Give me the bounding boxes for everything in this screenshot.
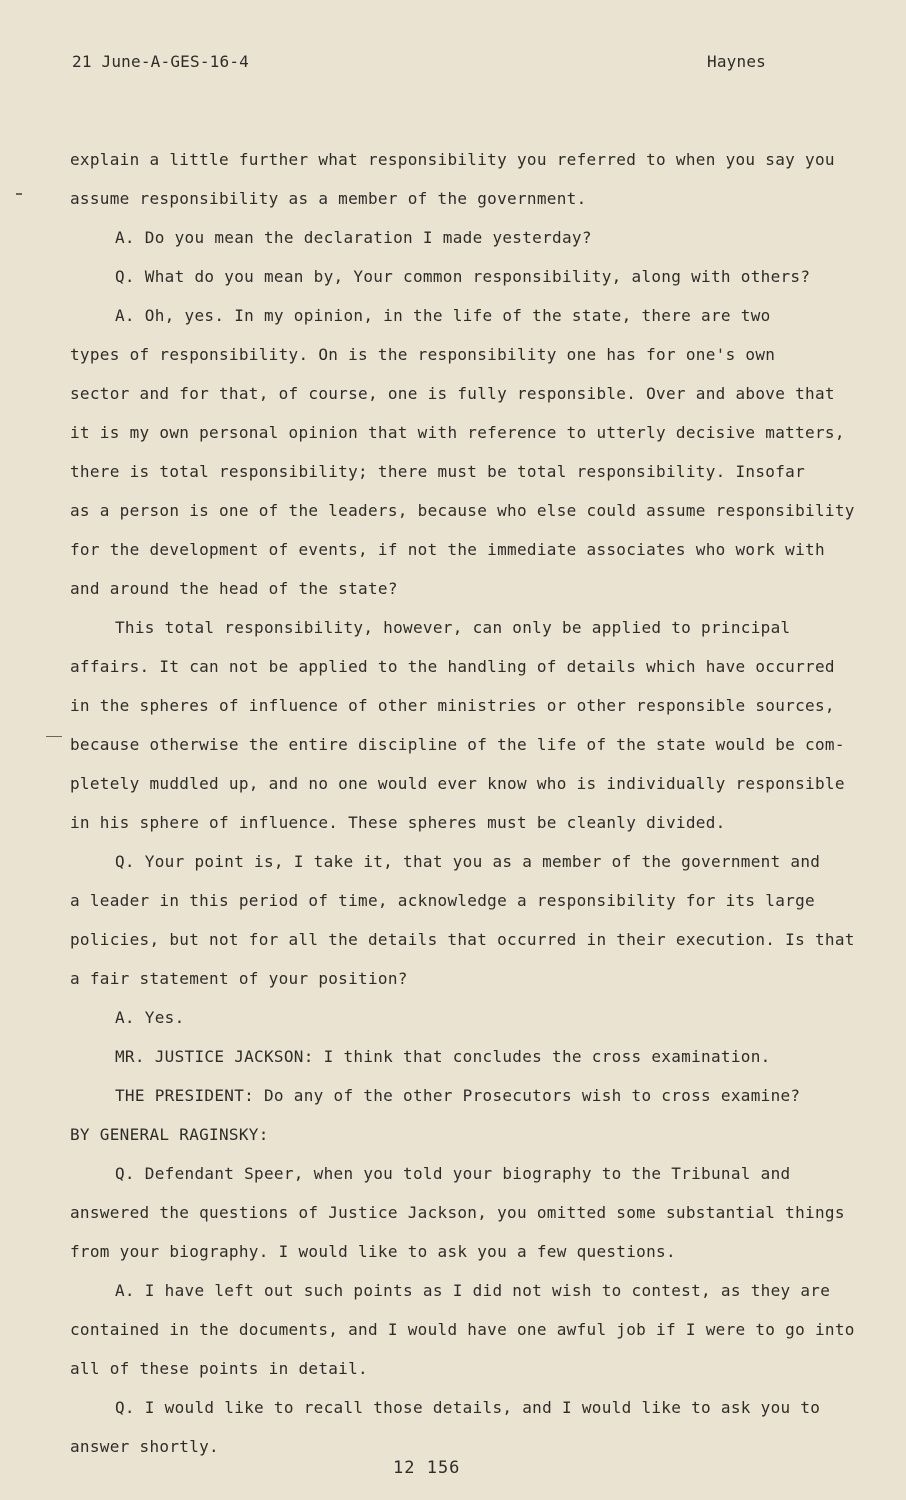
transcript-line: A. I have left out such points as I did not wish to contest, as they are <box>115 1281 831 1300</box>
transcript-line: Q. Defendant Speer, when you told your biography to the Tribunal and <box>115 1164 791 1183</box>
transcript-line: THE PRESIDENT: Do any of the other Prosecutors wish to cross examine? <box>115 1086 801 1105</box>
page-number: 12 156 <box>393 1458 461 1478</box>
transcript-line: types of responsibility. On is the responsibility one has for one's own <box>70 345 776 364</box>
transcript-line: for the development of events, if not the immediate associates who work with <box>70 540 825 559</box>
transcript-line: and around the head of the state? <box>70 579 398 598</box>
transcript-line: policies, but not for all the details that occurred in their execution. Is that <box>70 930 855 949</box>
transcript-line: all of these points in detail. <box>70 1359 368 1378</box>
transcript-line: as a person is one of the leaders, because who else could assume responsibility <box>70 501 855 520</box>
transcript-line: answer shortly. <box>70 1437 219 1456</box>
transcript-line: in his sphere of influence. These spheres must be cleanly divided. <box>70 813 726 832</box>
transcript-line: Q. Your point is, I take it, that you as a member of the government and <box>115 852 821 871</box>
transcript-line: This total responsibility, however, can only be applied to principal <box>115 618 791 637</box>
transcript-line: a fair statement of your position? <box>70 969 408 988</box>
transcript-line: there is total responsibility; there must be total responsibility. Insofar <box>70 462 806 481</box>
transcript-line: a leader in this period of time, acknowledge a responsibility for its large <box>70 891 815 910</box>
transcript-line: contained in the documents, and I would have one awful job if I were to go into <box>70 1320 855 1339</box>
document-id: 21 June-A-GES-16-4 <box>72 52 249 71</box>
transcript-line: answered the questions of Justice Jackson, you omitted some substantial things <box>70 1203 845 1222</box>
transcript-line: affairs. It can not be applied to the handling of details which have occurred <box>70 657 835 676</box>
transcript-line: Q. I would like to recall those details, and I would like to ask you to <box>115 1398 821 1417</box>
margin-mark <box>16 193 22 195</box>
transcript-line: BY GENERAL RAGINSKY: <box>70 1125 269 1144</box>
transcript-line: from your biography. I would like to ask you a few questions. <box>70 1242 676 1261</box>
transcript-line: A. Do you mean the declaration I made yesterday? <box>115 228 592 247</box>
margin-mark <box>46 736 62 737</box>
transcript-line: because otherwise the entire discipline of the life of the state would be com- <box>70 735 845 754</box>
transcript-line: explain a little further what responsibility you referred to when you say you <box>70 150 835 169</box>
transcript-line: it is my own personal opinion that with reference to utterly decisive matters, <box>70 423 845 442</box>
transcript-line: assume responsibility as a member of the government. <box>70 189 587 208</box>
transcript-line: sector and for that, of course, one is fully responsible. Over and above that <box>70 384 835 403</box>
reporter-name: Haynes <box>707 52 766 71</box>
transcript-line: MR. JUSTICE JACKSON: I think that concludes the cross examination. <box>115 1047 771 1066</box>
transcript-line: Q. What do you mean by, Your common responsibility, along with others? <box>115 267 811 286</box>
transcript-line: in the spheres of influence of other ministries or other responsible sources, <box>70 696 835 715</box>
transcript-line: A. Yes. <box>115 1008 185 1027</box>
transcript-line: pletely muddled up, and no one would ever know who is individually responsible <box>70 774 845 793</box>
transcript-body <box>70 140 855 1466</box>
transcript-line: A. Oh, yes. In my opinion, in the life of the state, there are two <box>115 306 771 325</box>
